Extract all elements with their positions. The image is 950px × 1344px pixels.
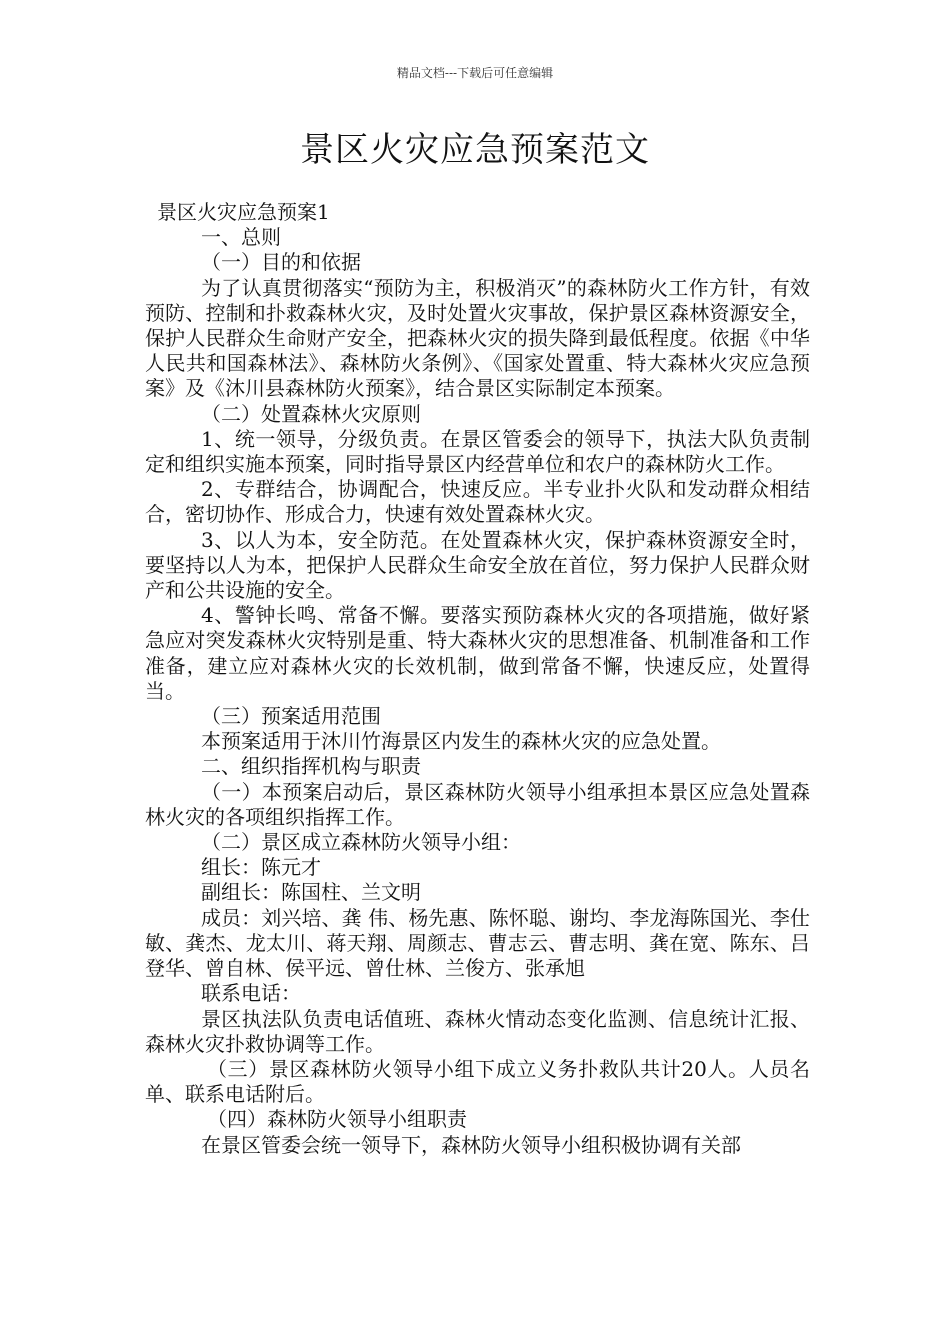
paragraph: （三）景区森林防火领导小组下成立义务扑救队共计20人。人员名单、联系电话附后。	[145, 1056, 810, 1107]
paragraph: （一）本预案启动后，景区森林防火领导小组承担本景区应急处置森林火灾的各项组织指挥工作。	[145, 779, 810, 829]
paragraph: 联系电话：	[201, 981, 301, 1006]
paragraph: 2、专群结合，协调配合，快速反应。半专业扑火队和发动群众相结合，密切协作、形成合力，快速有效处置森林火灾。	[145, 477, 810, 527]
paragraph: 二、组织指挥机构与职责	[201, 754, 421, 779]
page-header-note: 精品文档---下载后可任意编辑	[396, 66, 554, 80]
paragraph: 3、以人为本，安全防范。在处置森林火灾，保护森林资源安全时，要坚持以人为本，把保护人民群众生命安全放在首位，努力保护人民群众财产和公共设施的安全。	[145, 527, 810, 603]
paragraph: 副组长：陈国柱、兰文明	[201, 880, 421, 905]
paragraph: 为了认真贯彻落实“预防为主，积极消灭”的森林防火工作方针，有效预防、控制和扑救森林火灾，及时处置火灾事故，保护景区森林资源安全，保护人民群众生命财产安全，把森林火灾的损失降到最低程度。依据《中华人民共和国森林法》、森林防火条例》、《国家处置重、特大森林火灾应急预案》及《沐川县森林防火预案》，结合景区实际制定本预案。	[145, 275, 810, 401]
paragraph: 在景区管委会统一领导下，森林防火领导小组积极协调有关部	[201, 1132, 741, 1157]
paragraph: （三）预案适用范围	[201, 704, 381, 729]
paragraph: （一）目的和依据	[201, 250, 361, 275]
paragraph: 4、警钟长鸣、常备不懈。要落实预防森林火灾的各项措施，做好紧急应对突发森林火灾特别是重、特大森林火灾的思想准备、机制准备和工作准备，建立应对森林火灾的长效机制，做到常备不懈，快速反应，处置得当。	[145, 603, 810, 703]
paragraph: 景区火灾应急预案1	[157, 200, 330, 224]
paragraph: 成员：刘兴培、龚 伟、杨先惠、陈怀聪、谢均、李龙海陈国光、李仕敏、龚杰、龙太川、蒋天翔、周颜志、曹志云、曹志明、龚在宽、陈东、吕登华、曾自林、侯平远、曾仕林、兰俊方、张承旭	[145, 905, 810, 981]
paragraph: （二）处置森林火灾原则	[201, 401, 421, 426]
paragraph: 组长：陈元才	[201, 855, 321, 880]
paragraph: 景区执法队负责电话值班、森林火情动态变化监测、信息统计汇报、森林火灾扑救协调等工作。	[145, 1006, 810, 1056]
document-title: 景区火灾应急预案范文	[300, 130, 650, 170]
paragraph: 一、总则	[201, 225, 281, 250]
paragraph: （二）景区成立森林防火领导小组：	[201, 830, 521, 855]
paragraph: （四）森林防火领导小组职责	[207, 1107, 467, 1132]
paragraph: 1、统一领导，分级负责。在景区管委会的领导下，执法大队负责制定和组织实施本预案，同时指导景区内经营单位和农户的森林防火工作。	[145, 426, 810, 477]
paragraph: 本预案适用于沐川竹海景区内发生的森林火灾的应急处置。	[201, 729, 721, 754]
document-body	[145, 200, 810, 1158]
